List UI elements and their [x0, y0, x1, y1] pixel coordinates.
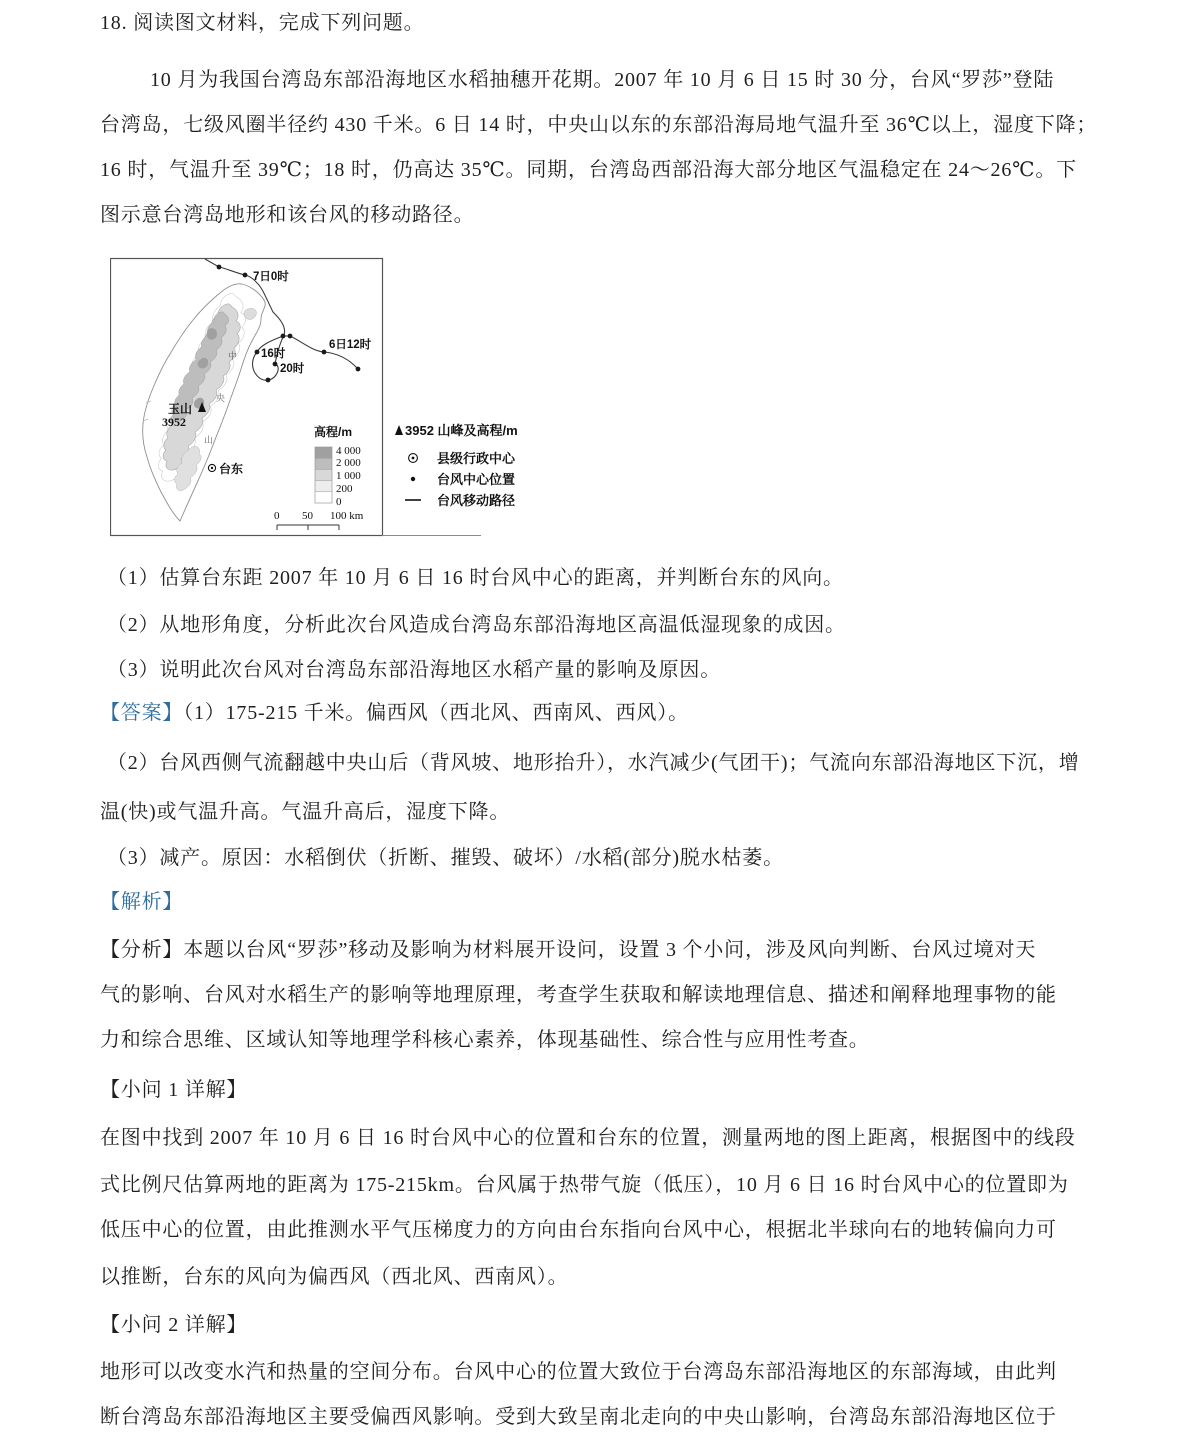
track-label-7d0: 7日0时: [253, 271, 289, 283]
legend-peak-icon: [395, 425, 403, 435]
question-line-1: （1）估算台东距 2007 年 10 月 6 日 16 时台风中心的距离，并判断台东的风向。: [107, 567, 844, 589]
scale-tick-100: 100 km: [330, 510, 364, 522]
legend-admin-label: 县级行政中心: [437, 451, 516, 466]
legend-admin-icon-dot: [412, 457, 415, 460]
track-label-16h: 16时: [261, 348, 286, 360]
track-label-6d12: 6日12时: [329, 339, 372, 351]
answer-line-1: [100, 700, 689, 726]
elevation-legend-title: 高程/m: [314, 425, 353, 439]
legend-track-label: 台风移动路径: [437, 493, 516, 508]
map-legend: [395, 423, 518, 508]
answer-1-text: （1）175-215 千米。偏西风（西北风、西南风、西风）。: [183, 702, 689, 724]
legend-peak-label: 3952 山峰及高程/m: [405, 423, 518, 438]
range-label-char: 中: [228, 351, 238, 361]
typhoon-center-dot: [281, 334, 286, 339]
intro-line-4: 图示意台湾岛地形和该台风的移动路径。: [100, 204, 475, 226]
sub1-line-2: 式比例尺估算两地的距离为 175-215km。台风属于热带气旋（低压），10 月 6 日 16 时台风中心的位置即为: [100, 1174, 1069, 1196]
typhoon-center-dot: [266, 378, 271, 383]
answer-line-3: （3）减产。原因：水稻倒伏（折断、摧毁、破坏）/水稻(部分)脱水枯萎。: [107, 847, 784, 869]
typhoon-center-dot: [217, 265, 222, 270]
typhoon-center-dot: [356, 367, 361, 372]
sub1-line-3: 低压中心的位置，由此推测水平气压梯度力的方向由台东指向台风中心，根据北半球向右的地转偏向力可: [100, 1219, 1057, 1241]
sub1-tag: 【小问 1 详解】: [100, 1079, 248, 1101]
typhoon-center-dot-6d12: [322, 350, 327, 355]
scale-tick-50: 50: [302, 510, 313, 522]
answer-tag: 【答案】: [100, 702, 184, 724]
jiexi-tag: 【解析】: [100, 891, 184, 913]
city-label: 台东: [219, 462, 244, 476]
answer-line-2a: （2）台风西侧气流翻越中央山后（背风坡、地形抬升），水汽减少(气团干)；气流向东部沿海地区下沉，增: [107, 752, 1080, 774]
sub2-line-1: 地形可以改变水汽和热量的空间分布。台风中心的位置大致位于台湾岛东部沿海地区的东部海域，由此判: [100, 1361, 1057, 1383]
sub1-line-4: 以推断，台东的风向为偏西风（西北风、西南风）。: [100, 1266, 569, 1288]
answer-line-2b: 温(快)或气温升高。气温升高后，湿度下降。: [100, 801, 511, 823]
intro-line-3: 16 时，气温升至 39℃；18 时，仍高达 35℃。同期，台湾岛西部沿海大部分地区气温稳定在 24～26℃。下: [100, 159, 1077, 181]
question-title: 18. 阅读图文材料，完成下列问题。: [100, 12, 425, 34]
taiwan-typhoon-map-figure: [110, 255, 600, 541]
typhoon-center-dot: [288, 334, 293, 339]
elev-tick-1000: 1 000: [336, 470, 361, 482]
fenxi-line-1: 【分析】本题以台风“罗莎”移动及影响为材料展开设问，设置 3 个小问，涉及风向判断、台风过境对天: [100, 939, 1037, 961]
fenxi-line-2: 气的影响、台风对水稻生产的影响等地理原理，考查学生获取和解读地理信息、描述和阐释地理事物的能: [100, 984, 1057, 1006]
legend-typhoon-center-label: 台风中心位置: [437, 472, 516, 487]
elevation-ramp: [315, 447, 332, 503]
sub2-line-2: 断台湾岛东部沿海地区主要受偏西风影响。受到大致呈南北走向的中央山影响，台湾岛东部沿海地区位于: [100, 1406, 1057, 1428]
elev-tick-0: 0: [336, 496, 342, 508]
typhoon-center-dot-7d0: [243, 273, 248, 278]
sub1-line-1: 在图中找到 2007 年 10 月 6 日 16 时台风中心的位置和台东的位置，测量两地的图上距离，根据图中的线段: [100, 1127, 1076, 1149]
fenxi-line-3: 力和综合思维、区域认知等地理学科核心素养，体现基础性、综合性与应用性考查。: [100, 1029, 870, 1051]
range-label-char: 央: [216, 393, 226, 403]
track-label-20h: 20时: [280, 363, 305, 375]
intro-line-2: 台湾岛，七级风圈半径约 430 千米。6 日 14 时，中央山以东的东部沿海局地气温升至 36℃以上，湿度下降；: [100, 114, 1098, 136]
legend-typhoon-center-icon: [411, 477, 415, 481]
scale-tick-0: 0: [274, 510, 280, 522]
sub2-tag: 【小问 2 详解】: [100, 1314, 248, 1336]
peak-name-label: 玉山: [168, 402, 193, 416]
city-circle-dot: [211, 467, 213, 469]
contour-4000m-patch: [207, 328, 217, 339]
range-label-char: 山: [204, 435, 214, 445]
elev-tick-2000: 2 000: [336, 457, 361, 469]
question-line-2: （2）从地形角度，分析此次台风造成台湾岛东部沿海地区高温低湿现象的成因。: [107, 614, 846, 636]
typhoon-center-dot-20h: [273, 362, 278, 367]
typhoon-center-dot-16h: [255, 350, 260, 355]
question-line-3: （3）说明此次台风对台湾岛东部沿海地区水稻产量的影响及原因。: [107, 659, 721, 681]
peak-elevation-label: 3952: [162, 415, 186, 429]
elev-tick-4000: 4 000: [336, 445, 361, 457]
intro-line-1: 10 月为我国台湾岛东部沿海地区水稻抽穗开花期。2007 年 10 月 6 日 15 时 30 分，台风“罗莎”登陆: [150, 69, 1055, 91]
elev-tick-200: 200: [336, 483, 353, 495]
